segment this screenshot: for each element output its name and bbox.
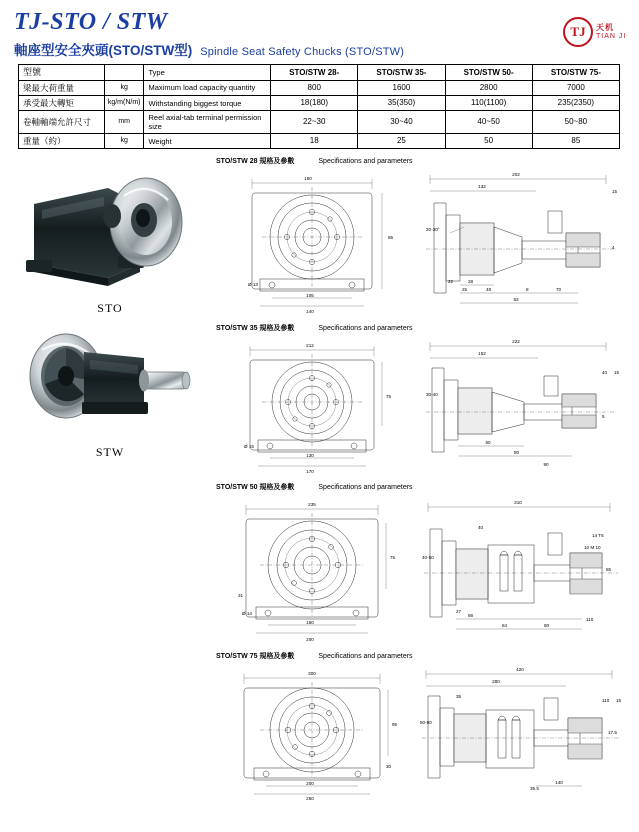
side-view-28 bbox=[416, 167, 628, 317]
subtitle-chinese: 軸座型安全夾頭(STO/STW型) bbox=[14, 43, 193, 59]
drawing-row bbox=[214, 662, 630, 802]
svg-text:160: 160 bbox=[306, 620, 314, 625]
section-heading bbox=[214, 482, 630, 492]
cell-value: 25 bbox=[358, 134, 445, 149]
cell-value: 110(1100) bbox=[445, 95, 532, 110]
svg-text:280: 280 bbox=[492, 679, 500, 684]
svg-text:50-80: 50-80 bbox=[420, 720, 432, 725]
section-heading bbox=[214, 651, 630, 661]
svg-text:14 T6: 14 T6 bbox=[592, 533, 604, 538]
section-title-en: Specifications and parameters bbox=[318, 484, 413, 491]
svg-text:132: 132 bbox=[478, 184, 486, 189]
subtitle-row bbox=[14, 39, 625, 59]
svg-text:17.5: 17.5 bbox=[608, 730, 617, 735]
page-header bbox=[0, 0, 639, 62]
photo-stw bbox=[12, 324, 208, 460]
column-header-28: STO/STW 28- bbox=[271, 65, 358, 81]
svg-text:20-30°: 20-30° bbox=[426, 227, 440, 232]
cell-value: 35(350) bbox=[358, 95, 445, 110]
svg-text:40: 40 bbox=[478, 525, 484, 530]
section-title-cn: STO/STW 75 規格及參數 bbox=[216, 653, 295, 660]
svg-text:Ø 15: Ø 15 bbox=[244, 444, 254, 449]
svg-text:53: 53 bbox=[513, 297, 519, 302]
svg-text:152: 152 bbox=[478, 351, 486, 356]
column-header-50: STO/STW 50- bbox=[445, 65, 532, 81]
row-label-en: Maximum load capacity quantity bbox=[144, 80, 271, 95]
header-label-en: Type bbox=[144, 65, 271, 81]
section-title-cn: STO/STW 28 規格及參數 bbox=[216, 158, 295, 165]
table-row bbox=[19, 134, 620, 149]
cell-value: 7000 bbox=[532, 80, 619, 95]
svg-text:200: 200 bbox=[306, 781, 314, 786]
logo-text-english: TIAN JI bbox=[596, 32, 627, 40]
svg-text:22: 22 bbox=[448, 279, 454, 284]
cell-value: 800 bbox=[271, 80, 358, 95]
svg-text:60: 60 bbox=[485, 440, 491, 445]
svg-text:55: 55 bbox=[606, 567, 612, 572]
table-header-row bbox=[19, 65, 620, 81]
svg-text:200: 200 bbox=[306, 637, 314, 642]
svg-text:310: 310 bbox=[514, 500, 522, 505]
svg-text:110: 110 bbox=[586, 617, 594, 622]
svg-text:222: 222 bbox=[512, 339, 520, 344]
row-label-en: Reel axial-tab terminal permission size bbox=[144, 111, 271, 134]
section-heading bbox=[214, 323, 630, 333]
svg-text:15: 15 bbox=[614, 370, 620, 375]
svg-text:31: 31 bbox=[238, 593, 244, 598]
svg-text:15: 15 bbox=[616, 698, 622, 703]
section-title-en: Specifications and parameters bbox=[318, 653, 413, 660]
table-row bbox=[19, 111, 620, 134]
photo-caption-stw: STW bbox=[95, 445, 125, 459]
svg-text:105: 105 bbox=[306, 293, 314, 298]
cell-value: 2800 bbox=[445, 80, 532, 95]
section-sto-stw-50 bbox=[214, 482, 630, 645]
front-view-75 bbox=[214, 662, 410, 802]
svg-text:160: 160 bbox=[304, 176, 312, 181]
svg-text:84: 84 bbox=[502, 623, 508, 628]
product-photos bbox=[12, 160, 208, 468]
drawing-row bbox=[214, 334, 630, 476]
specification-table bbox=[18, 64, 620, 149]
svg-text:170: 170 bbox=[306, 469, 314, 474]
logo-badge-icon bbox=[563, 17, 593, 47]
logo-text bbox=[596, 24, 626, 40]
svg-text:5: 5 bbox=[602, 414, 605, 419]
svg-text:40-50: 40-50 bbox=[422, 555, 434, 560]
svg-text:15: 15 bbox=[612, 189, 618, 194]
section-sto-stw-28 bbox=[214, 156, 630, 317]
section-title-en: Specifications and parameters bbox=[318, 325, 413, 332]
svg-text:8: 8 bbox=[526, 287, 529, 292]
svg-text:4: 4 bbox=[612, 245, 615, 250]
svg-text:130: 130 bbox=[306, 453, 314, 458]
cell-value: 85 bbox=[532, 134, 619, 149]
cell-value: 18 bbox=[271, 134, 358, 149]
company-logo bbox=[563, 10, 627, 54]
section-title-en: Specifications and parameters bbox=[318, 158, 413, 165]
svg-text:25: 25 bbox=[462, 287, 468, 292]
row-unit: kg/m(N/m) bbox=[104, 95, 144, 110]
svg-text:35.5: 35.5 bbox=[530, 786, 539, 791]
row-label-cn: 重量（約） bbox=[19, 134, 105, 149]
svg-text:420: 420 bbox=[516, 667, 524, 672]
front-view-28 bbox=[214, 167, 410, 317]
stw-product-image bbox=[12, 324, 208, 444]
svg-text:235: 235 bbox=[308, 502, 316, 507]
subtitle-english: Spindle Seat Safety Chucks (STO/STW) bbox=[200, 46, 405, 59]
svg-text:Ø 14: Ø 14 bbox=[242, 611, 252, 616]
drawing-row bbox=[214, 493, 630, 645]
drawing-row bbox=[214, 167, 630, 317]
svg-text:140: 140 bbox=[555, 780, 563, 785]
svg-text:90: 90 bbox=[543, 462, 549, 467]
side-view-75 bbox=[416, 662, 628, 802]
svg-text:80: 80 bbox=[544, 623, 550, 628]
svg-text:30-40: 30-40 bbox=[426, 392, 438, 397]
svg-text:75: 75 bbox=[390, 555, 396, 560]
table-row bbox=[19, 95, 620, 110]
section-heading bbox=[214, 156, 630, 166]
cell-value: 50~80 bbox=[532, 111, 619, 134]
photo-caption-sto: STO bbox=[97, 301, 123, 315]
row-unit: kg bbox=[104, 134, 144, 149]
svg-text:140: 140 bbox=[306, 309, 314, 314]
row-label-en: Weight bbox=[144, 134, 271, 149]
cell-value: 40~50 bbox=[445, 111, 532, 134]
section-sto-stw-35 bbox=[214, 323, 630, 476]
svg-text:48: 48 bbox=[486, 287, 492, 292]
side-view-50 bbox=[416, 493, 628, 645]
side-view-35 bbox=[416, 334, 628, 476]
row-label-cn: 承受最大轉矩 bbox=[19, 95, 105, 110]
cell-value: 1600 bbox=[358, 80, 445, 95]
svg-text:300: 300 bbox=[308, 671, 316, 676]
column-header-35: STO/STW 35- bbox=[358, 65, 445, 81]
sto-product-image bbox=[12, 160, 208, 300]
logo-text-chinese: 天机 bbox=[596, 22, 614, 32]
row-label-en: Withstanding biggest torque bbox=[144, 95, 271, 110]
svg-text:80: 80 bbox=[514, 450, 520, 455]
photo-sto bbox=[12, 160, 208, 316]
header-label-cn: 型號 bbox=[19, 65, 105, 81]
drawing-sections bbox=[214, 156, 630, 808]
svg-text:27: 27 bbox=[456, 609, 462, 614]
row-label-cn: 梁最大荷重量 bbox=[19, 80, 105, 95]
page-title: TJ-STO / STW bbox=[14, 9, 168, 35]
svg-text:75: 75 bbox=[386, 394, 392, 399]
svg-text:30: 30 bbox=[386, 764, 392, 769]
row-unit: kg bbox=[104, 80, 144, 95]
section-sto-stw-75 bbox=[214, 651, 630, 802]
section-title-cn: STO/STW 35 規格及參數 bbox=[216, 325, 295, 332]
cell-value: 50 bbox=[445, 134, 532, 149]
svg-text:95: 95 bbox=[392, 722, 398, 727]
cell-value: 235(2350) bbox=[532, 95, 619, 110]
svg-text:Ø 13: Ø 13 bbox=[248, 282, 258, 287]
svg-text:35: 35 bbox=[456, 694, 462, 699]
cell-value: 18(180) bbox=[271, 95, 358, 110]
front-view-50 bbox=[214, 493, 410, 645]
svg-text:70: 70 bbox=[556, 287, 562, 292]
section-title-cn: STO/STW 50 規格及參數 bbox=[216, 484, 295, 491]
svg-text:40: 40 bbox=[602, 370, 608, 375]
front-view-35 bbox=[214, 334, 410, 476]
svg-text:10 M 10: 10 M 10 bbox=[584, 545, 601, 550]
table-row bbox=[19, 80, 620, 95]
header-unit-spacer bbox=[104, 65, 144, 81]
svg-text:85: 85 bbox=[388, 235, 394, 240]
row-label-cn: 卷軸軸端允許尺寸 bbox=[19, 111, 105, 134]
svg-text:202: 202 bbox=[512, 172, 520, 177]
row-unit: mm bbox=[104, 111, 144, 134]
svg-text:110: 110 bbox=[602, 698, 610, 703]
cell-value: 22~30 bbox=[271, 111, 358, 134]
svg-text:260: 260 bbox=[306, 796, 314, 801]
svg-text:28: 28 bbox=[468, 279, 474, 284]
svg-text:212: 212 bbox=[306, 343, 314, 348]
svg-text:66: 66 bbox=[468, 613, 474, 618]
cell-value: 30~40 bbox=[358, 111, 445, 134]
column-header-75: STO/STW 75- bbox=[532, 65, 619, 81]
